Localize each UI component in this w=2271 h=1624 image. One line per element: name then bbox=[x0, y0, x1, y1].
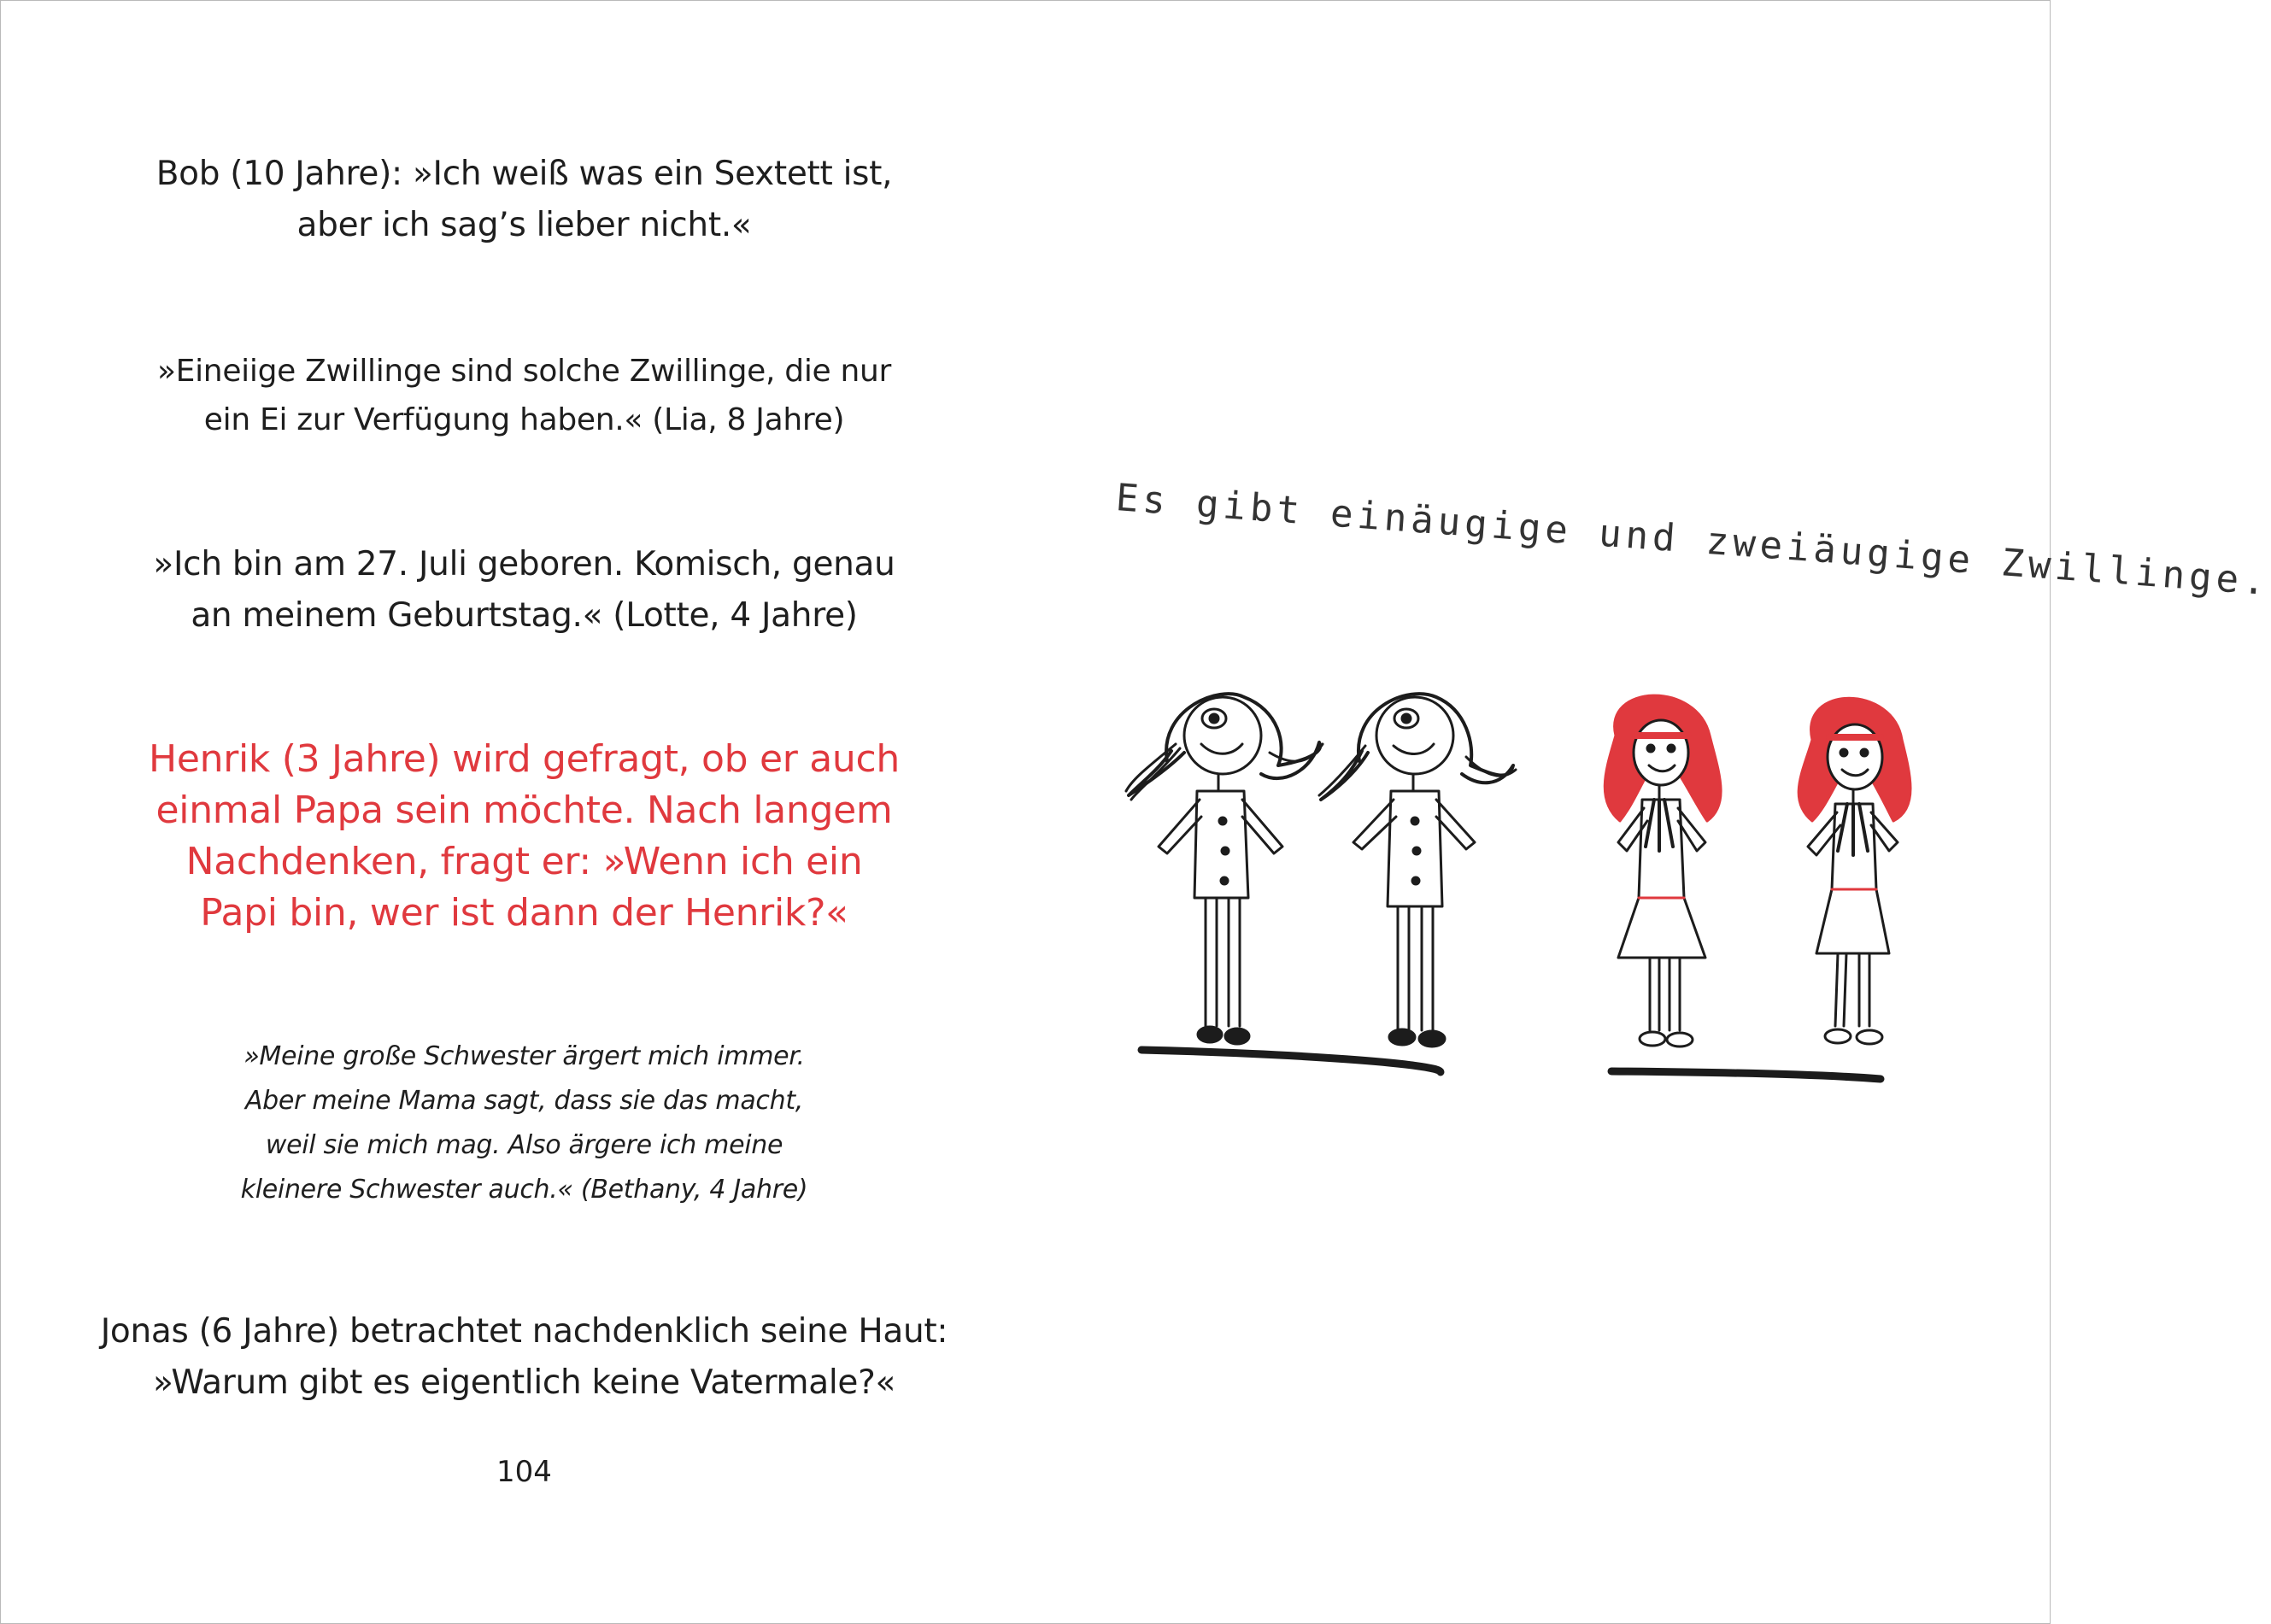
handwritten-caption: Es gibt einäugige und zweiäugige Zwillinge. bbox=[1114, 476, 2271, 605]
quote-jonas bbox=[1, 1306, 1047, 1409]
figure-red-hair-1 bbox=[1605, 695, 1721, 1047]
quote-line: Nachdenken, fragt er: »Wenn ich ein bbox=[185, 840, 863, 883]
legs-icon bbox=[1650, 958, 1680, 1030]
page-number: 104 bbox=[496, 1455, 552, 1489]
quote-line: weil sie mich mag. Also ärgere ich meine bbox=[265, 1130, 783, 1160]
arms-icon bbox=[1618, 808, 1705, 851]
quote-line: einmal Papa sein möchte. Nach langem bbox=[156, 789, 893, 832]
quote-line: kleinere Schwester auch.« (Bethany, 4 Jahre) bbox=[240, 1175, 808, 1205]
quote-line: Aber meine Mama sagt, dass sie das macht, bbox=[244, 1086, 804, 1116]
face-icon bbox=[1634, 720, 1688, 785]
quote-lia bbox=[1, 347, 1047, 444]
ground-line-right bbox=[1611, 1071, 1881, 1079]
quote-line: Henrik (3 Jahre) wird gefragt, ob er auch bbox=[149, 737, 900, 781]
twins-illustration bbox=[1047, 1, 2050, 1623]
right-page bbox=[1047, 1, 2271, 1623]
quote-line: »Eineiige Zwillinge sind solche Zwillinge, die nur bbox=[156, 354, 892, 389]
shoe-icon bbox=[1225, 1029, 1249, 1044]
quote-line: »Meine große Schwester ärgert mich immer. bbox=[244, 1041, 805, 1071]
figure-red-hair-2 bbox=[1799, 698, 1910, 1044]
shoe-icon bbox=[1825, 1029, 1851, 1043]
quote-line: Jonas (6 Jahre) betrachtet nachdenklich seine Haut: bbox=[100, 1312, 948, 1351]
shoe-icon bbox=[1640, 1032, 1665, 1046]
arms-icon bbox=[1159, 800, 1282, 853]
hair-icon bbox=[1321, 694, 1513, 800]
figure-black-hair-1 bbox=[1126, 694, 1323, 1044]
legs-icon bbox=[1835, 953, 1869, 1026]
face-icon bbox=[1184, 697, 1261, 774]
legs-icon bbox=[1398, 906, 1433, 1030]
quote-line: »Ich bin am 27. Juli geboren. Komisch, genau bbox=[153, 545, 895, 583]
quote-line: Bob (10 Jahre): »Ich weiß was ein Sextett ist, bbox=[156, 155, 893, 193]
shoe-icon bbox=[1389, 1029, 1415, 1045]
scarf-icon bbox=[1838, 804, 1868, 855]
eye-icon bbox=[1861, 749, 1868, 756]
smile-icon bbox=[1201, 744, 1242, 753]
hair-icon bbox=[1129, 694, 1320, 795]
quote-line: an meinem Geburtstag.« (Lotte, 4 Jahre) bbox=[191, 596, 858, 635]
quote-line: aber ich sag’s lieber nicht.« bbox=[296, 206, 752, 244]
eye-icon bbox=[1840, 749, 1847, 756]
quote-lotte bbox=[1, 539, 1047, 642]
quote-bob bbox=[1, 149, 1047, 251]
shoe-icon bbox=[1667, 1033, 1693, 1047]
quote-line: ein Ei zur Verfügung haben.« (Lia, 8 Jahre) bbox=[203, 402, 845, 437]
shoe-icon bbox=[1198, 1027, 1222, 1042]
quote-line: Papi bin, wer ist dann der Henrik?« bbox=[200, 891, 848, 935]
shoe-icon bbox=[1419, 1031, 1445, 1047]
figure-black-hair-2 bbox=[1319, 694, 1516, 1047]
legs-icon bbox=[1206, 898, 1240, 1026]
eye-icon bbox=[1668, 745, 1675, 752]
quote-henrik-highlight bbox=[1, 734, 1047, 939]
face-icon bbox=[1376, 697, 1453, 774]
ground-line-left bbox=[1141, 1050, 1441, 1072]
quote-bethany bbox=[1, 1035, 1047, 1212]
smile-icon bbox=[1394, 744, 1434, 754]
scarf-icon bbox=[1646, 800, 1673, 851]
eye-icon bbox=[1647, 745, 1654, 752]
left-page bbox=[1, 1, 1047, 1623]
shoe-icon bbox=[1857, 1030, 1882, 1044]
quote-line: »Warum gibt es eigentlich keine Vatermale?« bbox=[152, 1363, 896, 1402]
